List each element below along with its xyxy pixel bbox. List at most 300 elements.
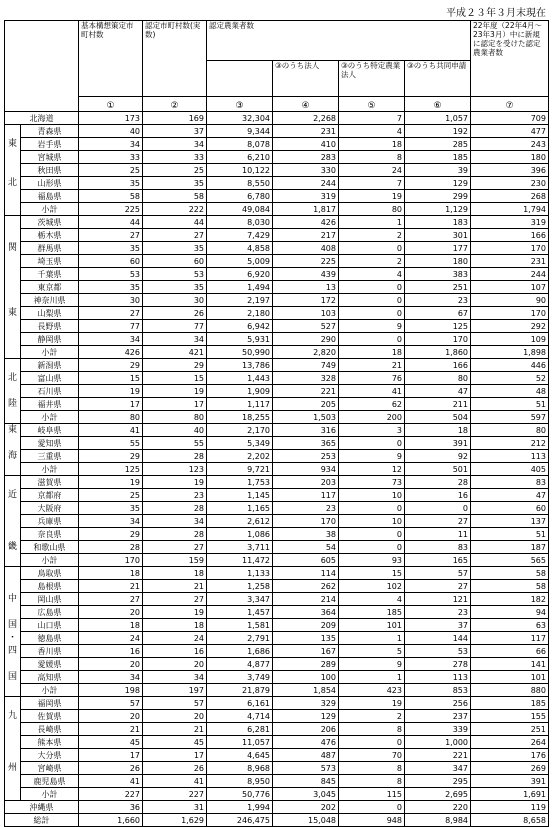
prefecture-name: 京都府: [21, 489, 79, 502]
value-cell-col4: 330: [273, 164, 339, 177]
region-mark: [5, 320, 21, 333]
prefecture-name: 佐賀県: [21, 710, 79, 723]
value-cell-col4: 203: [273, 476, 339, 489]
header-planning-municipalities: 基本構想策定市町村数: [79, 21, 143, 97]
value-cell-col6: 144: [405, 632, 471, 645]
region-mark: [5, 203, 21, 216]
value-cell-col5: 0: [339, 801, 405, 814]
value-cell-col2: 58: [143, 190, 207, 203]
value-cell-col3: 2,197: [207, 294, 273, 307]
value-cell-col1: 29: [79, 528, 143, 541]
region-mark: [5, 346, 21, 359]
value-cell-col6: 165: [405, 554, 471, 567]
region-mark: 畿: [5, 541, 21, 554]
value-cell-col5: 19: [339, 190, 405, 203]
value-cell-col7: 405: [471, 463, 549, 476]
table-row: [5, 489, 549, 502]
col-number-3: ③: [207, 97, 273, 112]
table-row: [5, 788, 549, 801]
value-cell-col3: 6,161: [207, 697, 273, 710]
value-cell-col2: 28: [143, 502, 207, 515]
region-mark: [5, 567, 21, 580]
value-cell-col3: 10,122: [207, 164, 273, 177]
region-mark: [5, 476, 21, 489]
region-mark: 北: [5, 177, 21, 190]
value-cell-col5: 7: [339, 112, 405, 125]
region-mark: 東: [5, 138, 21, 151]
value-cell-col3: 8,030: [207, 216, 273, 229]
value-cell-col4: 329: [273, 697, 339, 710]
table-row: [5, 814, 549, 827]
value-cell-col7: 187: [471, 541, 549, 554]
value-cell-col7: 90: [471, 294, 549, 307]
value-cell-col6: 28: [405, 476, 471, 489]
value-cell-col1: 35: [79, 177, 143, 190]
value-cell-col6: 1,129: [405, 203, 471, 216]
region-mark: [5, 151, 21, 164]
value-cell-col7: 48: [471, 385, 549, 398]
value-cell-col3: 50,776: [207, 788, 273, 801]
prefecture-name: 徳島県: [21, 632, 79, 645]
table-row: [5, 762, 549, 775]
value-cell-col4: 135: [273, 632, 339, 645]
value-cell-col5: 948: [339, 814, 405, 827]
value-cell-col1: 34: [79, 138, 143, 151]
region-mark: [5, 268, 21, 281]
value-cell-col7: 66: [471, 645, 549, 658]
region-mark: 東: [5, 307, 21, 320]
value-cell-col5: 76: [339, 372, 405, 385]
prefecture-name: 熊本県: [21, 736, 79, 749]
prefecture-name: 愛知県: [21, 437, 79, 450]
value-cell-col4: 221: [273, 385, 339, 398]
header-corner: [5, 21, 79, 112]
value-cell-col5: 8: [339, 775, 405, 788]
region-mark: 四: [5, 645, 21, 658]
value-cell-col3: 4,877: [207, 658, 273, 671]
value-cell-col1: 18: [79, 567, 143, 580]
value-cell-col3: 7,429: [207, 229, 273, 242]
table-row: [5, 242, 549, 255]
value-cell-col4: 214: [273, 593, 339, 606]
region-mark: [5, 788, 21, 801]
value-cell-col5: 0: [339, 736, 405, 749]
value-cell-col5: 0: [339, 541, 405, 554]
table-row: [5, 580, 549, 593]
value-cell-col3: 9,344: [207, 125, 273, 138]
value-cell-col5: 4: [339, 125, 405, 138]
value-cell-col4: 749: [273, 359, 339, 372]
prefecture-name: 東京都: [21, 281, 79, 294]
value-cell-col6: 237: [405, 710, 471, 723]
prefecture-name: 島根県: [21, 580, 79, 593]
value-cell-col5: 185: [339, 606, 405, 619]
value-cell-col7: 8,658: [471, 814, 549, 827]
prefecture-name: 長野県: [21, 320, 79, 333]
value-cell-col6: 299: [405, 190, 471, 203]
value-cell-col2: 60: [143, 255, 207, 268]
value-cell-col5: 10: [339, 515, 405, 528]
region-mark: [5, 749, 21, 762]
region-mark: ・: [5, 632, 21, 645]
value-cell-col3: 1,994: [207, 801, 273, 814]
prefecture-name: 青森県: [21, 125, 79, 138]
value-cell-col6: 211: [405, 398, 471, 411]
value-cell-col1: 36: [79, 801, 143, 814]
table-row: [5, 697, 549, 710]
prefecture-name: 和歌山県: [21, 541, 79, 554]
value-cell-col6: 383: [405, 268, 471, 281]
value-cell-col3: 8,968: [207, 762, 273, 775]
value-cell-col5: 80: [339, 203, 405, 216]
value-cell-col7: 80: [471, 424, 549, 437]
value-cell-col6: 16: [405, 489, 471, 502]
value-cell-col2: 33: [143, 151, 207, 164]
value-cell-col2: 17: [143, 398, 207, 411]
value-cell-col6: 23: [405, 606, 471, 619]
value-cell-col6: 113: [405, 671, 471, 684]
subtotal-label: 小計: [21, 463, 79, 476]
region-mark: [5, 580, 21, 593]
value-cell-col1: 60: [79, 255, 143, 268]
table-row: [5, 450, 549, 463]
prefecture-name: 埼玉県: [21, 255, 79, 268]
value-cell-col2: 34: [143, 671, 207, 684]
value-cell-col4: 23: [273, 502, 339, 515]
value-cell-col6: 129: [405, 177, 471, 190]
region-mark: [5, 684, 21, 697]
region-mark: [5, 736, 21, 749]
value-cell-col2: 30: [143, 294, 207, 307]
col-number-5: ⑤: [339, 97, 405, 112]
table-row: [5, 437, 549, 450]
region-mark: 中: [5, 593, 21, 606]
value-cell-col1: 17: [79, 398, 143, 411]
header-joint-application: ③のうち共同申請: [405, 61, 471, 97]
value-cell-col2: 25: [143, 164, 207, 177]
value-cell-col6: 391: [405, 437, 471, 450]
value-cell-col6: 39: [405, 164, 471, 177]
value-cell-col3: 32,304: [207, 112, 273, 125]
value-cell-col6: 83: [405, 541, 471, 554]
value-cell-col3: 13,786: [207, 359, 273, 372]
subtotal-label: 小計: [21, 554, 79, 567]
value-cell-col7: 1,898: [471, 346, 549, 359]
value-cell-col6: 177: [405, 242, 471, 255]
value-cell-col3: 2,202: [207, 450, 273, 463]
table-row: [5, 229, 549, 242]
col-number-2: ②: [143, 97, 207, 112]
value-cell-col3: 18,255: [207, 411, 273, 424]
value-cell-col4: 365: [273, 437, 339, 450]
value-cell-col1: 80: [79, 411, 143, 424]
prefecture-name: 茨城県: [21, 216, 79, 229]
prefecture-name: 新潟県: [21, 359, 79, 372]
value-cell-col5: 10: [339, 489, 405, 502]
value-cell-col1: 34: [79, 671, 143, 684]
value-cell-col2: 222: [143, 203, 207, 216]
value-cell-col2: 28: [143, 450, 207, 463]
value-cell-col5: 8: [339, 762, 405, 775]
value-cell-col1: 41: [79, 424, 143, 437]
value-cell-col4: 253: [273, 450, 339, 463]
value-cell-col4: 13: [273, 281, 339, 294]
value-cell-col2: 34: [143, 333, 207, 346]
table-row: [5, 554, 549, 567]
value-cell-col6: 0: [405, 502, 471, 515]
value-cell-col5: 200: [339, 411, 405, 424]
value-cell-col7: 1,794: [471, 203, 549, 216]
value-cell-col1: 25: [79, 489, 143, 502]
value-cell-col4: 527: [273, 320, 339, 333]
prefecture-name: 高知県: [21, 671, 79, 684]
value-cell-col3: 1,686: [207, 645, 273, 658]
value-cell-col5: 41: [339, 385, 405, 398]
prefecture-name: 長崎県: [21, 723, 79, 736]
region-mark: [5, 164, 21, 177]
value-cell-col7: 709: [471, 112, 549, 125]
value-cell-col4: 206: [273, 723, 339, 736]
value-cell-col4: 573: [273, 762, 339, 775]
value-cell-col3: 11,057: [207, 736, 273, 749]
region-mark: 近: [5, 489, 21, 502]
value-cell-col5: 0: [339, 437, 405, 450]
prefecture-name: 香川県: [21, 645, 79, 658]
value-cell-col7: 182: [471, 593, 549, 606]
region-mark: 海: [5, 450, 21, 463]
value-cell-col5: 3: [339, 424, 405, 437]
table-row: [5, 307, 549, 320]
header-corporation: ③のうち法人: [273, 61, 339, 97]
table-row: [5, 710, 549, 723]
value-cell-col3: 8,950: [207, 775, 273, 788]
value-cell-col7: 119: [471, 801, 549, 814]
prefecture-name: 北海道: [5, 112, 79, 125]
value-cell-col5: 8: [339, 723, 405, 736]
region-mark: [5, 411, 21, 424]
value-cell-col7: 176: [471, 749, 549, 762]
prefecture-name: 奈良県: [21, 528, 79, 541]
prefecture-name: 広島県: [21, 606, 79, 619]
value-cell-col3: 246,475: [207, 814, 273, 827]
header-spacer: [207, 61, 273, 97]
value-cell-col5: 0: [339, 242, 405, 255]
value-cell-col7: 166: [471, 229, 549, 242]
value-cell-col6: 220: [405, 801, 471, 814]
table-row: [5, 723, 549, 736]
value-cell-col3: 1,258: [207, 580, 273, 593]
value-cell-col6: 339: [405, 723, 471, 736]
prefecture-name: 静岡県: [21, 333, 79, 346]
value-cell-col6: 8,984: [405, 814, 471, 827]
value-cell-col6: 347: [405, 762, 471, 775]
value-cell-col1: 20: [79, 710, 143, 723]
value-cell-col7: 391: [471, 775, 549, 788]
value-cell-col6: 2,695: [405, 788, 471, 801]
table-row: [5, 502, 549, 515]
table-row: [5, 749, 549, 762]
value-cell-col5: 0: [339, 333, 405, 346]
value-cell-col6: 23: [405, 294, 471, 307]
value-cell-col6: 501: [405, 463, 471, 476]
table-row: [5, 164, 549, 177]
table-row: [5, 294, 549, 307]
value-cell-col2: 35: [143, 177, 207, 190]
value-cell-col7: 137: [471, 515, 549, 528]
value-cell-col3: 21,879: [207, 684, 273, 697]
region-mark: 州: [5, 762, 21, 775]
value-cell-col7: 101: [471, 671, 549, 684]
value-cell-col3: 4,858: [207, 242, 273, 255]
value-cell-col4: 209: [273, 619, 339, 632]
region-mark: [5, 515, 21, 528]
table-row: [5, 203, 549, 216]
value-cell-col2: 227: [143, 788, 207, 801]
value-cell-col7: 244: [471, 268, 549, 281]
value-cell-col1: 19: [79, 385, 143, 398]
value-cell-col7: 52: [471, 372, 549, 385]
value-cell-col6: 1,860: [405, 346, 471, 359]
value-cell-col5: 101: [339, 619, 405, 632]
value-cell-col2: 421: [143, 346, 207, 359]
region-mark: [5, 125, 21, 138]
value-cell-col7: 109: [471, 333, 549, 346]
value-cell-col1: 40: [79, 125, 143, 138]
value-cell-col7: 107: [471, 281, 549, 294]
value-cell-col1: 27: [79, 229, 143, 242]
region-mark: [5, 502, 21, 515]
value-cell-col1: 198: [79, 684, 143, 697]
value-cell-col5: 93: [339, 554, 405, 567]
value-cell-col3: 3,711: [207, 541, 273, 554]
subtotal-label: 小計: [21, 346, 79, 359]
value-cell-col5: 1: [339, 671, 405, 684]
value-cell-col4: 114: [273, 567, 339, 580]
prefecture-name: 福島県: [21, 190, 79, 203]
value-cell-col4: 290: [273, 333, 339, 346]
value-cell-col3: 8,550: [207, 177, 273, 190]
value-cell-col5: 7: [339, 177, 405, 190]
prefecture-name: 愛媛県: [21, 658, 79, 671]
value-cell-col3: 1,086: [207, 528, 273, 541]
value-cell-col4: 2,820: [273, 346, 339, 359]
region-mark: [5, 606, 21, 619]
value-cell-col5: 12: [339, 463, 405, 476]
prefecture-name: 宮崎県: [21, 762, 79, 775]
region-mark: [5, 333, 21, 346]
value-cell-col3: 1,494: [207, 281, 273, 294]
table-row: [5, 606, 549, 619]
region-mark: [5, 359, 21, 372]
table-row: [5, 112, 549, 125]
value-cell-col4: 2,268: [273, 112, 339, 125]
value-cell-col2: 24: [143, 632, 207, 645]
value-cell-col7: 180: [471, 151, 549, 164]
value-cell-col3: 5,009: [207, 255, 273, 268]
region-mark: [5, 216, 21, 229]
value-cell-col5: 1: [339, 632, 405, 645]
region-mark: [5, 190, 21, 203]
value-cell-col4: 364: [273, 606, 339, 619]
value-cell-col1: 20: [79, 606, 143, 619]
value-cell-col7: 83: [471, 476, 549, 489]
prefecture-name: 神奈川県: [21, 294, 79, 307]
region-mark: [5, 463, 21, 476]
value-cell-col2: 21: [143, 723, 207, 736]
value-cell-col3: 5,931: [207, 333, 273, 346]
value-cell-col3: 6,920: [207, 268, 273, 281]
value-cell-col1: 44: [79, 216, 143, 229]
prefecture-name: 総計: [5, 814, 79, 827]
region-mark: 国: [5, 671, 21, 684]
value-cell-col6: 504: [405, 411, 471, 424]
header-new-certified: 22年度（22年4月〜23年3月）中に新規に認定を受けた認定農業者数: [471, 21, 549, 97]
prefecture-name: 岐阜県: [21, 424, 79, 437]
table-row: [5, 281, 549, 294]
value-cell-col1: 15: [79, 372, 143, 385]
value-cell-col4: 100: [273, 671, 339, 684]
value-cell-col7: 170: [471, 307, 549, 320]
value-cell-col6: 185: [405, 151, 471, 164]
value-cell-col1: 24: [79, 632, 143, 645]
value-cell-col7: 264: [471, 736, 549, 749]
value-cell-col6: 1,057: [405, 112, 471, 125]
table-row: [5, 411, 549, 424]
table-row: [5, 216, 549, 229]
value-cell-col7: 477: [471, 125, 549, 138]
value-cell-col2: 26: [143, 762, 207, 775]
region-mark: [5, 385, 21, 398]
value-cell-col5: 4: [339, 593, 405, 606]
value-cell-col6: 37: [405, 619, 471, 632]
value-cell-col2: 21: [143, 580, 207, 593]
value-cell-col2: 18: [143, 619, 207, 632]
table-row: [5, 151, 549, 164]
prefecture-name: 岡山県: [21, 593, 79, 606]
value-cell-col1: 45: [79, 736, 143, 749]
value-cell-col6: 285: [405, 138, 471, 151]
value-cell-col5: 0: [339, 294, 405, 307]
table-row: [5, 567, 549, 580]
value-cell-col3: 6,780: [207, 190, 273, 203]
value-cell-col5: 423: [339, 684, 405, 697]
value-cell-col6: 27: [405, 515, 471, 528]
value-cell-col1: 58: [79, 190, 143, 203]
value-cell-col6: 92: [405, 450, 471, 463]
value-cell-col4: 231: [273, 125, 339, 138]
table-row: [5, 801, 549, 814]
value-cell-col2: 159: [143, 554, 207, 567]
value-cell-col1: 17: [79, 749, 143, 762]
value-cell-col4: 845: [273, 775, 339, 788]
value-cell-col4: 167: [273, 645, 339, 658]
region-mark: [5, 528, 21, 541]
subtotal-label: 小計: [21, 684, 79, 697]
value-cell-col5: 2: [339, 229, 405, 242]
value-cell-col5: 8: [339, 151, 405, 164]
table-row: [5, 385, 549, 398]
value-cell-col6: 18: [405, 424, 471, 437]
value-cell-col5: 70: [339, 749, 405, 762]
value-cell-col1: 35: [79, 281, 143, 294]
value-cell-col5: 9: [339, 658, 405, 671]
table-row: [5, 320, 549, 333]
value-cell-col1: 21: [79, 723, 143, 736]
value-cell-col3: 9,721: [207, 463, 273, 476]
prefecture-name: 鳥取県: [21, 567, 79, 580]
value-cell-col1: 19: [79, 476, 143, 489]
value-cell-col1: 35: [79, 242, 143, 255]
